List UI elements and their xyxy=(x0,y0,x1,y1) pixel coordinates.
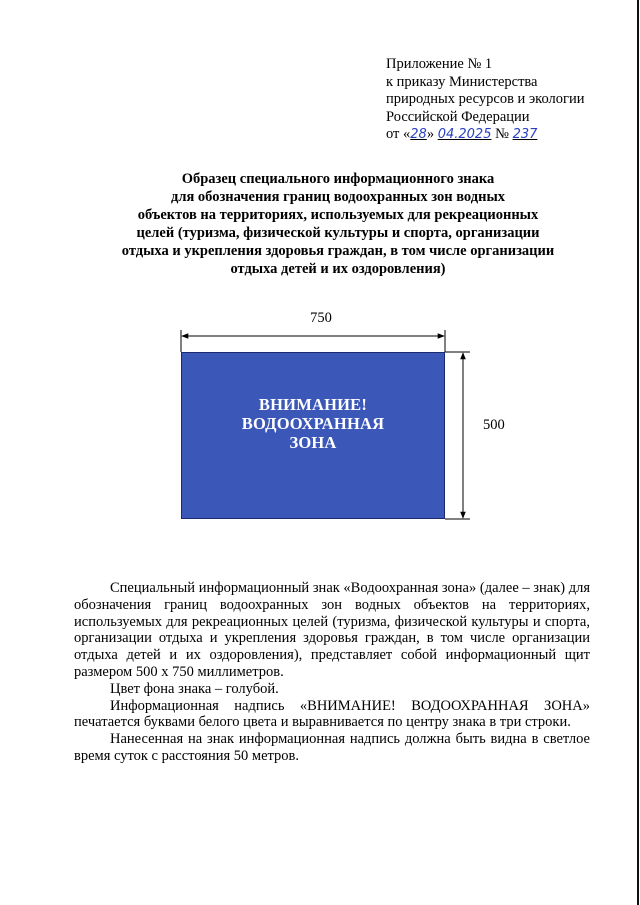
number-prefix: № xyxy=(495,126,509,142)
title-line: целей (туризма, физической культуры и спорта, организации xyxy=(136,225,540,241)
title-line: отдыха детей и их оздоровления) xyxy=(230,261,446,277)
height-dimension-label: 500 xyxy=(483,417,505,433)
body-paragraph: Цвет фона знака – голубой. xyxy=(110,680,279,697)
appendix-line-3: природных ресурсов и экологии xyxy=(386,91,585,107)
body-text xyxy=(74,580,590,765)
appendix-line-2: к приказу Министерства xyxy=(386,73,538,90)
order-number: 237 xyxy=(512,127,538,142)
date-day: 28 xyxy=(410,127,427,142)
body-paragraph: Специальный информационный знак «Водоохранная зона» (далее – знак) для обозначения границ водоохранных зон водных объектов на территориях, используемых для рекреационных целей (туризма, физической культуры и спорта, организации отдыха и укрепления здоровья граждан, в том числе организации отдыха детей и их оздоровления), представляет собой информационный щит размером 500 х 750 миллиметров. xyxy=(74,580,590,680)
body-paragraph: Нанесенная на знак информационная надпись должна быть видна в светлое время суток с расстояния 50 метров. xyxy=(74,731,590,764)
body-paragraph: Информационная надпись «ВНИМАНИЕ! ВОДООХРАННАЯ ЗОНА» печатается буквами белого цвета и выравнивается по центру знака в три строки. xyxy=(74,697,590,731)
appendix-line-1: Приложение № 1 xyxy=(386,56,493,72)
title-line: для обозначения границ водоохранных зон водных xyxy=(170,189,506,205)
title-line: Образец специального информационного знака xyxy=(181,171,495,187)
title-line: объектов на территориях, используемых для рекреационных xyxy=(137,207,539,223)
title-line: отдыха и укрепления здоровья граждан, в том числе организации xyxy=(121,243,555,259)
date-prefix: от « xyxy=(386,126,411,142)
sign-text-line: ЗОНА xyxy=(289,433,337,452)
date-month-year: 04.2025 xyxy=(437,127,492,142)
sign-text-line: ВНИМАНИЕ! xyxy=(258,395,368,414)
sign-sample xyxy=(181,352,445,519)
width-dimension-label: 750 xyxy=(310,310,332,326)
date-mid: » xyxy=(426,126,435,142)
sign-text xyxy=(182,395,444,452)
sign-text-line: ВОДООХРАННАЯ xyxy=(241,414,385,433)
appendix-line-4: Российской Федерации xyxy=(386,108,530,125)
